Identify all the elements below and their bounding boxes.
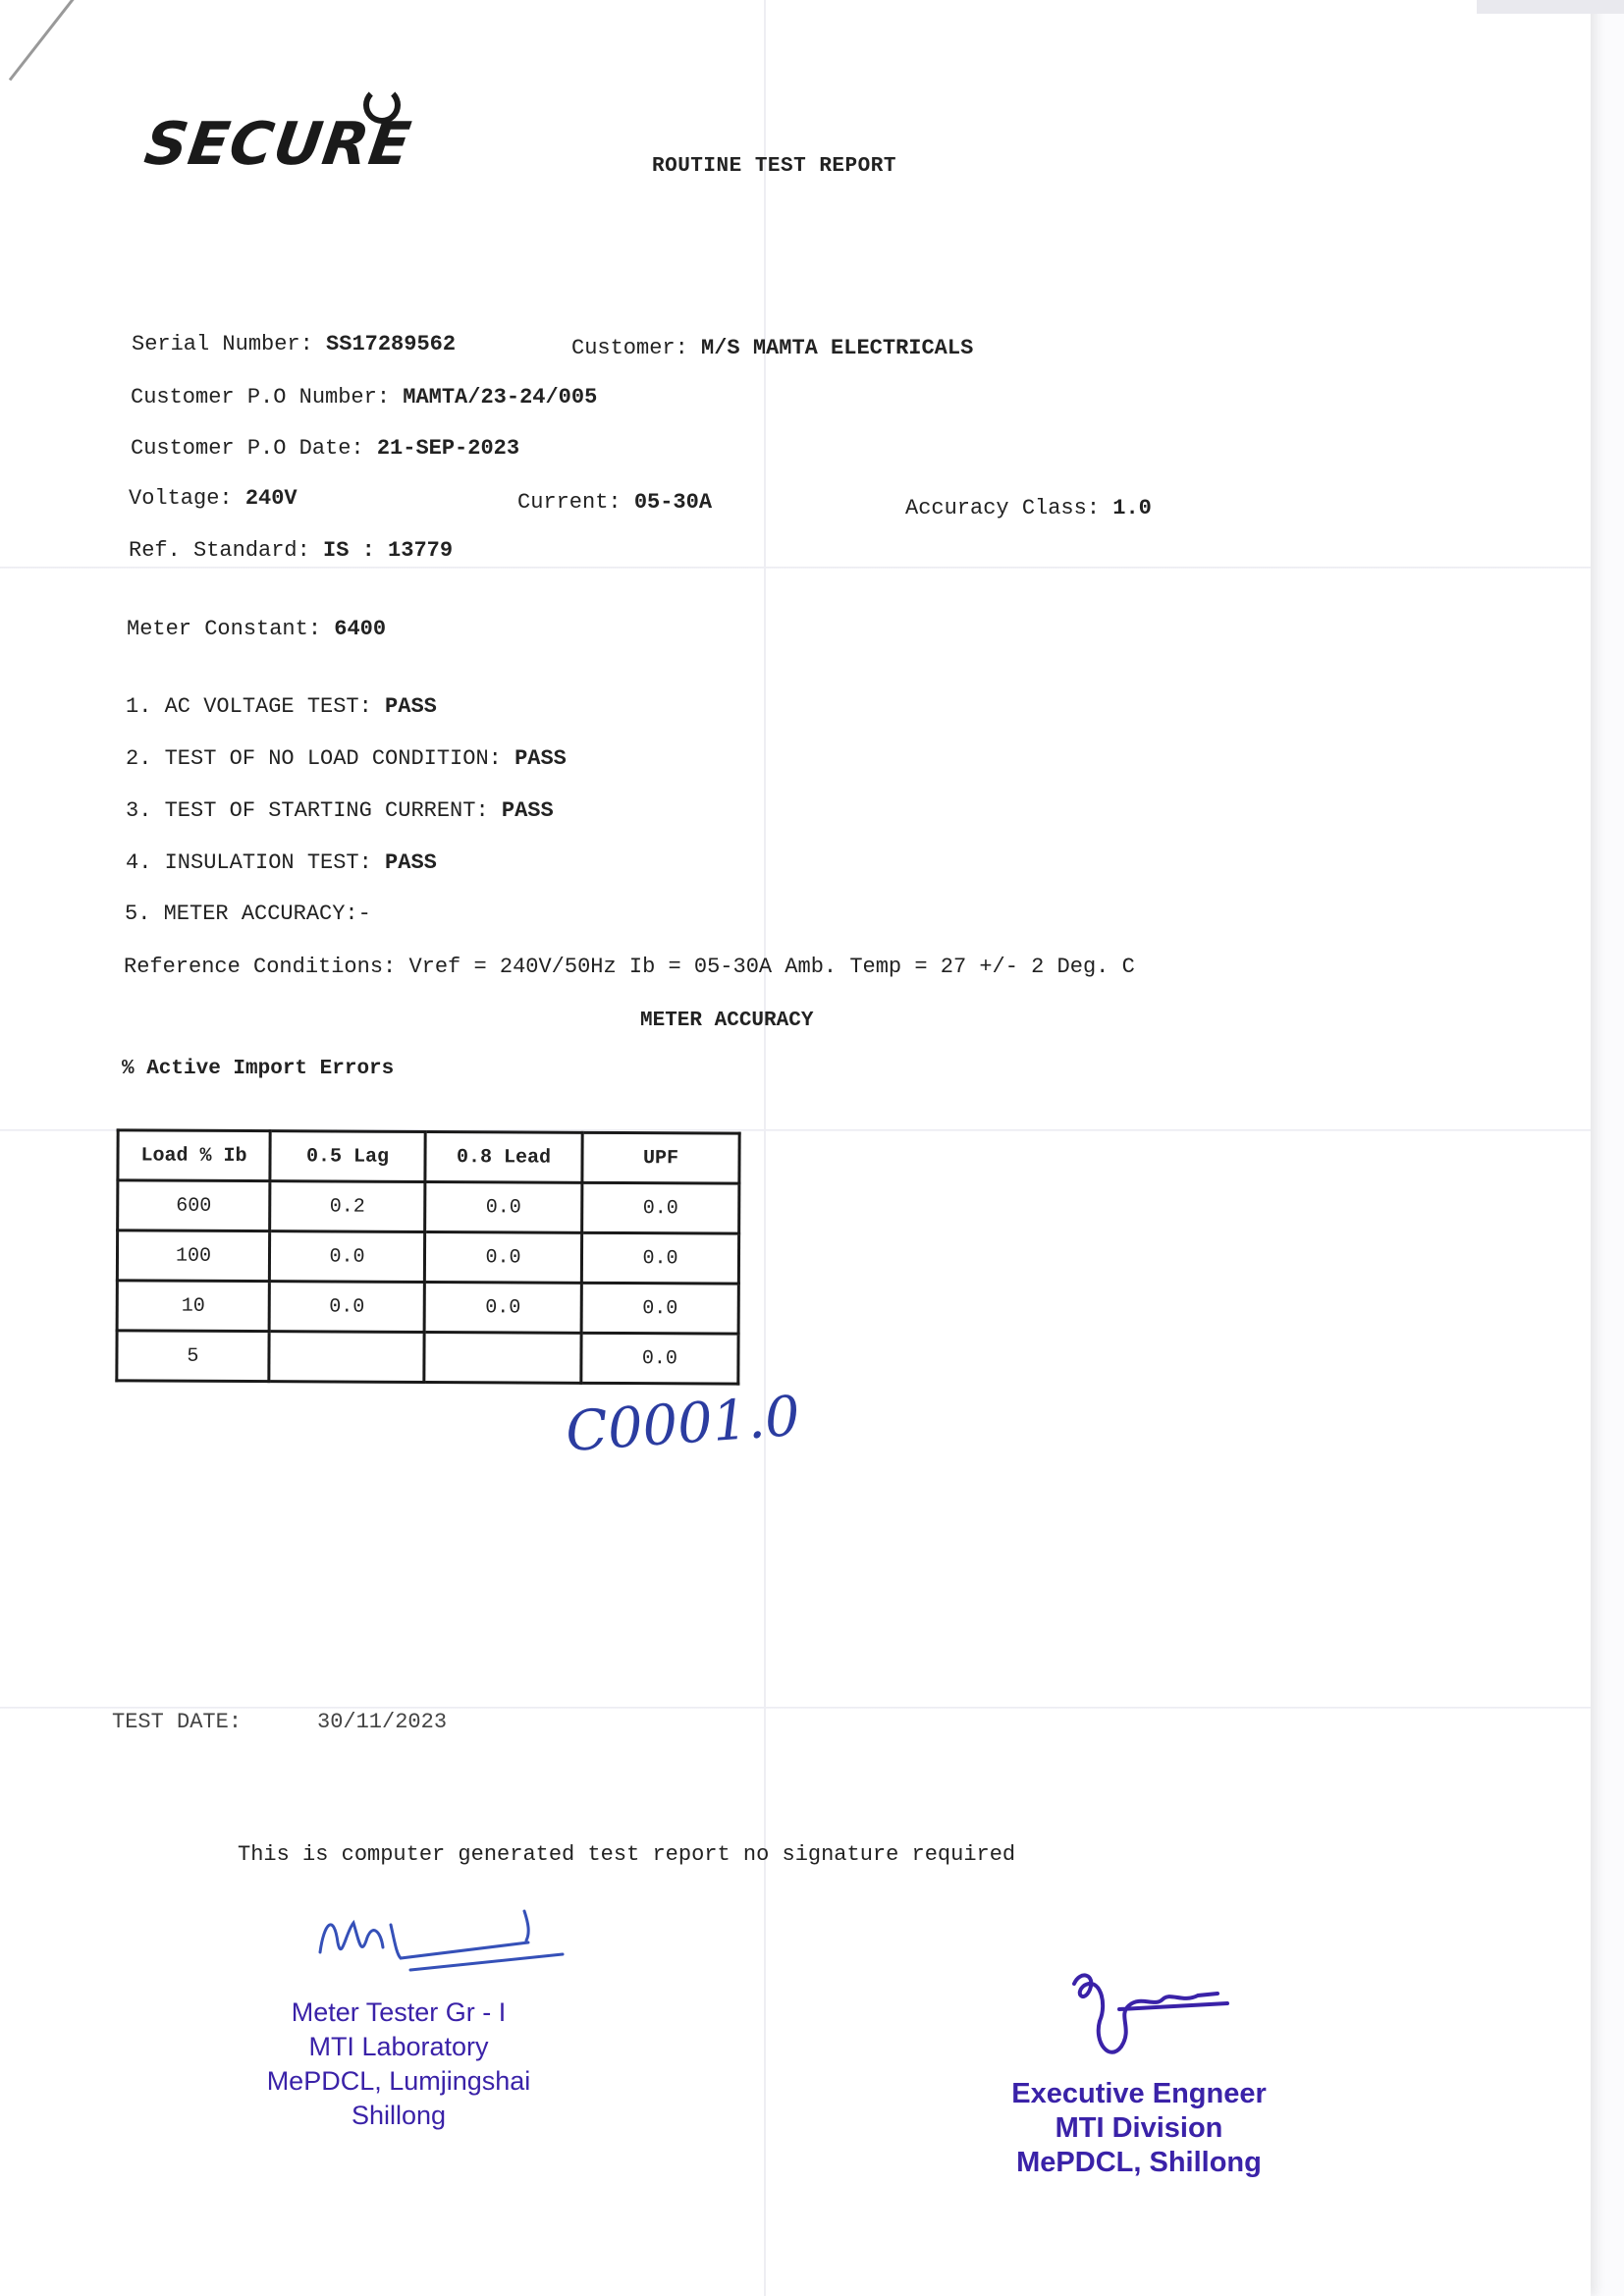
customer-value: M/S MAMTA ELECTRICALS [701, 336, 974, 360]
test-label: 3. TEST OF STARTING CURRENT: [126, 798, 489, 823]
table-cell: 0.0 [269, 1282, 424, 1333]
serial-number-label: Serial Number: [132, 332, 313, 356]
po-number-label: Customer P.O Number: [131, 385, 391, 410]
test-date-label: TEST DATE: [112, 1710, 243, 1734]
current-row [517, 490, 712, 515]
test-item [125, 902, 371, 926]
reference-conditions: Reference Conditions: Vref = 240V/50Hz Ib = 05-30A Amb. Temp = 27 +/- 2 Deg. C [124, 955, 1135, 979]
test-result: PASS [501, 798, 554, 823]
current-label: Current: [517, 490, 622, 515]
table-cell: 100 [117, 1230, 269, 1282]
logo-mark-icon [363, 86, 401, 124]
po-number-value: MAMTA/23-24/005 [403, 385, 598, 410]
stamp-line: MTI Division [1055, 2112, 1223, 2144]
test-label: 2. TEST OF NO LOAD CONDITION: [126, 746, 502, 771]
po-date-label: Customer P.O Date: [131, 436, 364, 461]
meter-constant-row [127, 617, 386, 641]
column-header: Load % Ib [118, 1130, 270, 1181]
stamp-line: Shillong [351, 2101, 447, 2130]
paper-fold [0, 1707, 1591, 1709]
handwritten-reading: C0001.0 [564, 1384, 802, 1465]
test-item [126, 694, 437, 719]
test-date-value: 30/11/2023 [317, 1710, 448, 1734]
po-date-row [131, 436, 519, 461]
po-number-row [131, 385, 597, 410]
po-date-value: 21-SEP-2023 [376, 436, 520, 461]
column-header: UPF [582, 1132, 739, 1183]
serial-number-row [132, 332, 456, 356]
test-label: 4. INSULATION TEST: [126, 850, 372, 875]
signature-right [1060, 1964, 1237, 2082]
stamp-line: MePDCL, Shillong [1016, 2147, 1262, 2178]
table-row [118, 1180, 739, 1233]
serial-number-value: SS17289562 [326, 332, 457, 356]
current-value: 05-30A [633, 490, 713, 515]
customer-row [571, 336, 973, 360]
table-cell: 0.0 [424, 1282, 581, 1333]
test-result: PASS [385, 694, 437, 719]
stamp-line: MTI Laboratory [308, 2032, 489, 2061]
footer-note: This is computer generated test report no signature required [238, 1842, 1016, 1867]
customer-label: Customer: [571, 336, 688, 360]
errors-heading: % Active Import Errors [122, 1058, 395, 1080]
table-cell: 0.0 [269, 1231, 424, 1283]
ref-standard-row [129, 538, 453, 563]
table-cell [424, 1332, 581, 1383]
company-logo: SECURE [140, 110, 416, 179]
table-cell: 0.0 [425, 1181, 582, 1232]
test-label: 5. METER ACCURACY:- [125, 902, 371, 926]
test-result: PASS [385, 850, 437, 875]
paper-fold [0, 567, 1591, 569]
table-cell [269, 1332, 424, 1383]
table-cell: 0.0 [581, 1283, 738, 1334]
accuracy-class-row [905, 496, 1152, 520]
table-cell: 0.0 [582, 1182, 739, 1233]
table-cell: 0.2 [270, 1181, 425, 1232]
meter-accuracy-heading: METER ACCURACY [640, 1010, 814, 1032]
voltage-value: 240V [244, 486, 298, 511]
table-cell: 5 [117, 1331, 269, 1382]
table-cell: 10 [117, 1281, 269, 1332]
table-cell: 600 [118, 1180, 270, 1231]
report-title: ROUTINE TEST REPORT [652, 155, 896, 178]
stamp-right [992, 2077, 1286, 2180]
column-header: 0.8 Lead [425, 1131, 582, 1182]
table-cell: 0.0 [581, 1333, 738, 1384]
table-row [117, 1230, 738, 1284]
accuracy-class-value: 1.0 [1112, 496, 1152, 520]
table-row [117, 1281, 738, 1334]
ref-standard-value: IS : 13779 [323, 538, 454, 563]
stamp-line: Executive Engneer [1011, 2078, 1267, 2109]
accuracy-table [115, 1128, 740, 1385]
meter-constant-value: 6400 [334, 617, 387, 641]
test-item [126, 746, 567, 771]
paper-corner [1477, 0, 1624, 14]
ref-standard-label: Ref. Standard: [129, 538, 310, 563]
voltage-label: Voltage: [129, 486, 233, 511]
stamp-line: Meter Tester Gr - I [291, 1997, 507, 2027]
signature-left [312, 1903, 568, 1992]
meter-constant-label: Meter Constant: [127, 617, 322, 641]
column-header: 0.5 Lag [270, 1131, 425, 1182]
test-item [126, 798, 554, 823]
accuracy-class-label: Accuracy Class: [905, 496, 1101, 520]
test-label: 1. AC VOLTAGE TEST: [126, 694, 372, 719]
table-cell: 0.0 [581, 1232, 738, 1284]
table-row [117, 1331, 738, 1384]
voltage-row [129, 486, 298, 511]
test-result: PASS [514, 746, 567, 771]
table-cell: 0.0 [424, 1231, 581, 1283]
test-item [126, 850, 437, 875]
table-header-row [118, 1130, 739, 1183]
stamp-line: MePDCL, Lumjingshai [266, 2066, 531, 2096]
stamp-left [251, 1995, 546, 2133]
